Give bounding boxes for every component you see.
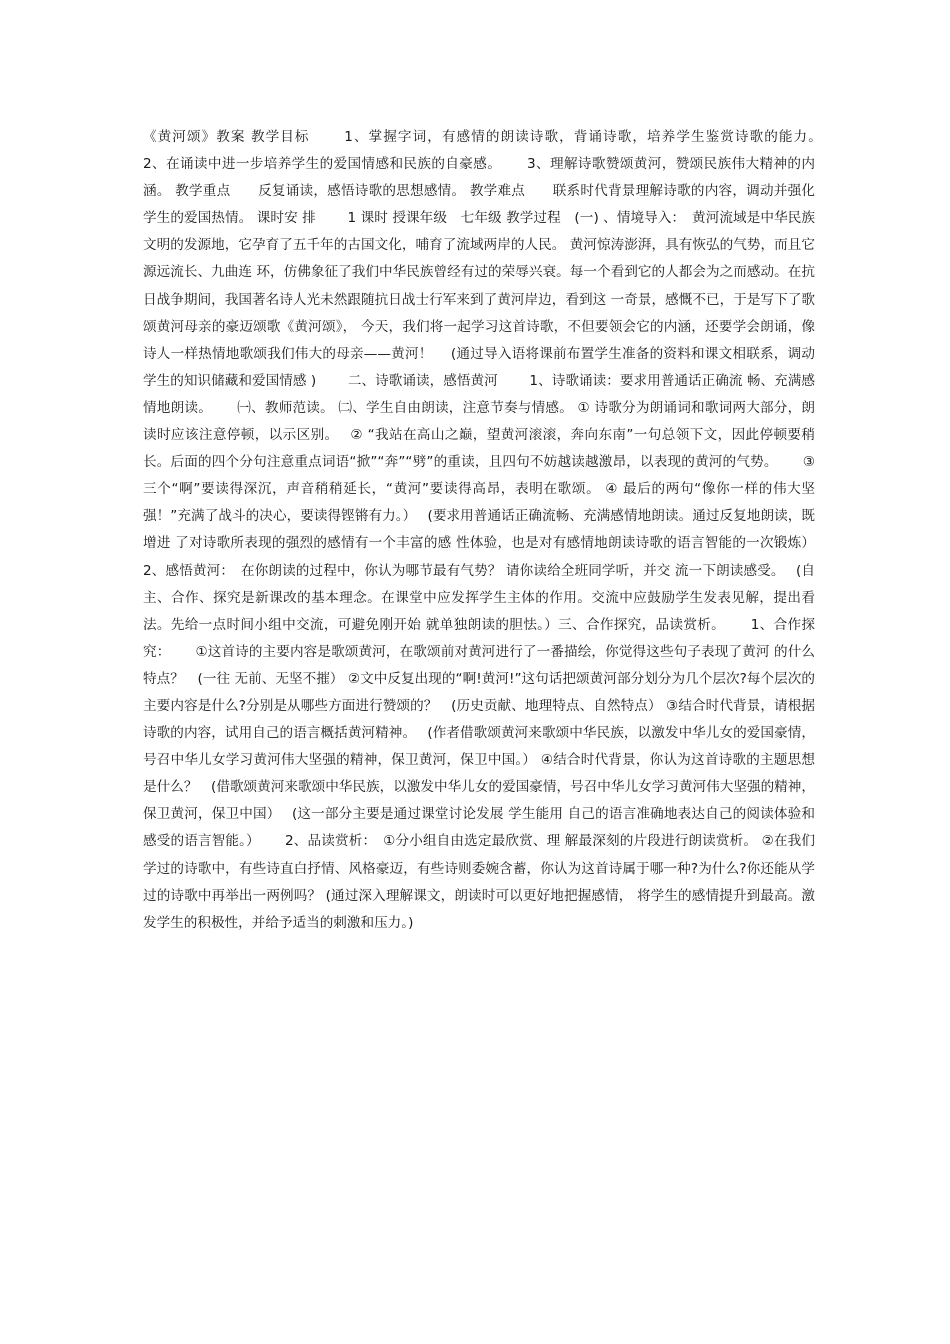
lesson-plan-text: 《黄河颂》教案 教学目标 1、掌握字词，有感情的朗读诗歌，背诵诗歌，培养学生鉴赏诗歌的能力。 2、在诵读中进一步培养学生的爱国情感和民族的自豪感。 3、理解诗歌赞颂黄河，赞颂民族伟大精神的内涵。 教学重点 反复诵读，感悟诗歌的思想感情。 教学难点 联系时代背景理解诗歌的内容，调动并强化学生的爱国热情。 课时安 排 1 课时 授课年级 七年级 教学过程 (一) 、情境导入： 黄河流域是中华民族文明的发源地，它孕育了五千年的古国文化，哺育了流域两岸的人民。 黄河惊涛澎湃，具有恢弘的气势，而且它源远流长、九曲连 环，仿佛象征了我们中华民族曾经有过的荣辱兴衰。每一个看到它的人都会为之而感动。在抗日战争期间，我国著名诗人光未然跟随抗日战士行军来到了黄河岸边，看到这 一奇景，感慨不已，于是写下了歌颂黄河母亲的豪迈颂歌《黄河颂》， 今天，我们将一起学习这首诗歌，不但要领会它的内涵，还要学会朗诵，像诗人一样热情地歌颂我们伟大的母亲——黄河！ (通过导入语将课前布置学生准备的资料和课文相联系，调动学生的知识储藏和爱国情感 ) 二、诗歌诵读，感悟黄河 1、诗歌诵读：要求用普通话正确流 畅、充满感情地朗读。 ㈠、教师范读。 ㈡、学生自由朗读，注意节奏与情感。 ① 诗歌分为朗诵词和歌词两大部分，朗读时应该注意停顿，以示区别。 ② “我站在高山之巅，望黄河滚滚，奔向东南”一句总领下文，因此停顿要稍长。后面的四个分句注意重点词语“掀”“奔”“劈”的重读，且四句不妨越读越激昂，以表现的黄河的气势。 ③ 三个“啊”要读得深沉，声音稍稍延长，“黄河”要读得高昂，表明在歌颂。 ④ 最后的两句“像你一样的伟大坚强！”充满了战斗的决心，要读得铿锵有力。） (要求用普通话正确流畅、充满感情地朗读。通过反复地朗读，既增进 了对诗歌所表现的强烈的感情有一个丰富的感 性体验，也是对有感情地朗读诗歌的语言智能的一次锻炼） 2、感悟黄河： 在你朗读的过程中，你认为哪节最有气势？ 请你读给全班同学听，并交 流一下朗读感受。 (自主、合作、探究是新课改的基本理念。在课堂中应发挥学生主体的作用。交流中应鼓励学生发表见解，提出看法。先给一点时间小组中交流，可避免刚开始 就单独朗读的胆怯。）三、合作探究，品读赏析。 1、合作探究： ①这首诗的主要内容是歌颂黄河，在歌颂前对黄河进行了一番描绘，你觉得这些句子表现了黄河 的什么特点？ (一往 无前、无坚不摧） ②文中反复出现的“啊!黄河!”这句话把颂黄河部分划分为几个层次?每个层次的主要内容是什么?分别是从哪些方面进行赞颂的？ (历史贡献、地理特点、自然特点） ③结合时代背景，请根据诗歌的内容，试用自己的语言概括黄河精神。 (作者借歌颂黄河来歌颂中华民族，以激发中华儿女的爱国豪情，号召中华儿女学习黄河伟大坚强的精神，保卫黄河，保卫中国。） ④结合时代背景，你认为这首诗歌的主题思想是什么？ (借歌颂黄河来歌颂中华民族，以激发中华儿女的爱国豪情，号召中华儿女学习黄河伟大坚强的精神，保卫黄河，保卫中国） (这一部分主要是通过课堂讨论发展 学生能用 自己的语言准确地表达自己的阅读体验和感受的语言智能。） 2、品读赏析： ①分小组自由选定最欣赏、理 解最深刻的片段进行朗读赏析。 ②在我们学过的诗歌中，有些诗直白抒情、风格豪迈，有些诗则委婉含蓄，你认为这首诗属于哪一种?为什么?你还能从学过的诗歌中再举出一两例吗？ (通过深入理解课文，朗读时可以更好地把握感情， 将学生的感情提升到最高。激发学生的积极性，并给予适当的刺激和压力。) xyxy=(143,129,847,931)
